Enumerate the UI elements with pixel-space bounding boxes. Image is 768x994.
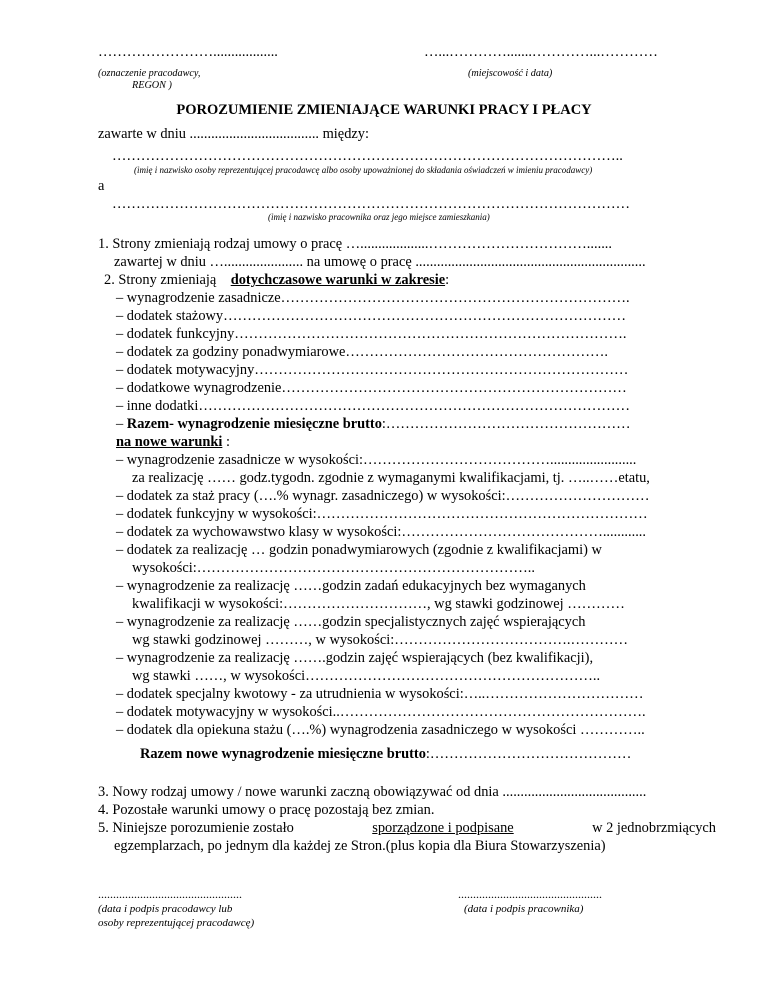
old-item: – dodatek funkcyjny………………………………………………………………………. <box>116 326 627 342</box>
new-item: – dodatek za realizację … godzin ponadwymiarowych (zgodnie z kwalifikacjami) w <box>116 542 602 558</box>
old-item: – dodatkowe wynagrodzenie……………………………………………………………… <box>116 380 627 396</box>
new-conditions-label: na nowe warunki <box>116 434 223 450</box>
point-5-line-2: egzemplarzach, po jednym dla każdej ze Stron.(plus kopia dla Biura Stowarzyszenia) <box>114 838 606 854</box>
point-1-line-2: zawartej w dniu …...................... na umowę o pracę ................................................................ <box>114 254 646 270</box>
new-total-dots: :…………………………………… <box>425 746 632 762</box>
employer-label-regon: REGON ) <box>132 80 172 91</box>
new-item: – dodatek specjalny kwotowy - za utrudnienia w wysokości:…..…………………………… <box>116 686 644 702</box>
new-item: – dodatek funkcyjny w wysokości:…………………………………………………………… <box>116 506 648 522</box>
new-conditions-colon: : <box>222 434 230 450</box>
new-item: wg stawki ……, w wysokości…………………………………………………….. <box>132 668 601 684</box>
employer-signature-label: (data i podpis pracodawcy lub <box>98 903 233 915</box>
new-item: – dodatek za staż pracy (….% wynagr. zasadniczego) w wysokości:………………………… <box>116 488 650 504</box>
employer-signature-dots: ................................................ <box>98 887 242 901</box>
employee-signature-dots: ................................................ <box>458 887 602 901</box>
new-item: – wynagrodzenie za realizację ……godzin specjalistycznych zajęć wspierających <box>116 614 586 630</box>
point-5-b: w 2 jednobrzmiących <box>592 820 716 836</box>
point-5-underlined: sporządzone i podpisane <box>372 820 514 836</box>
new-item: – dodatek za wychowawstwo klasy w wysokości:……………………………………............ <box>116 524 647 540</box>
old-total <box>116 416 631 433</box>
new-item: – dodatek motywacyjny w wysokości..………………………………………………………. <box>116 704 646 720</box>
old-item: – dodatek motywacyjny…………………………………………………………………… <box>116 362 629 378</box>
party2-label: (imię i nazwisko pracownika oraz jego miejsce zamieszkania) <box>268 212 490 222</box>
employer-dots: …………………….................. <box>98 44 278 60</box>
party1-label: (imię i nazwisko osoby reprezentującej pracodawcę albo osoby upoważnionej do składania oświadczeń w imieniu pracodawcy) <box>134 165 593 175</box>
point-1-line-1: 1. Strony zmieniają rodzaj umowy o pracę …...................……………………………....... <box>98 236 612 252</box>
old-total-label: Razem- wynagrodzenie miesięczne brutto <box>126 416 382 432</box>
new-item: – dodatek dla opiekuna stażu (….%) wynagrodzenia zasadniczego w wysokości ………….. <box>116 722 645 738</box>
new-item: kwalifikacji w wysokości:…………………………, wg stawki godzinowej ………… <box>132 596 625 612</box>
new-item: wysokości:…………………………………………………………….. <box>132 560 535 576</box>
new-item: za realizację …… godz.tygodn. zgodnie z wymaganymi kwalifikacjami, tj. …..……etatu, <box>132 470 650 486</box>
new-total <box>140 746 631 763</box>
document-title: POROZUMIENIE ZMIENIAJĄCE WARUNKI PRACY I PŁACY <box>176 102 592 118</box>
old-item: – inne dodatki……………………………………………………………………………… <box>116 398 631 414</box>
point-4: 4. Pozostałe warunki umowy o pracę pozostają bez zmian. <box>98 802 435 818</box>
party2-dots: ……………………………………………………………………………………………… <box>112 196 631 212</box>
old-total-dash: – <box>116 416 127 432</box>
point-2-colon: : <box>445 272 450 288</box>
new-item: wg stawki godzinowej ………, w wysokości:……………………………….………… <box>132 632 629 648</box>
place-label: (miejscowość i data) <box>468 68 553 79</box>
new-item: – wynagrodzenie za realizację ……godzin zadań edukacyjnych bez wymaganych <box>116 578 586 594</box>
old-total-dots: :…………………………………………… <box>381 416 631 432</box>
old-item: – wynagrodzenie zasadnicze………………………………………………………………. <box>116 290 630 306</box>
new-conditions-header <box>116 434 230 451</box>
concluded-line: zawarte w dniu .................................... między: <box>98 126 369 142</box>
party1-dots: …………………………………………………………………………………………….. <box>112 148 623 164</box>
and-label: a <box>98 178 105 194</box>
employer-label: (oznaczenie pracodawcy, <box>98 68 201 79</box>
new-total-label: Razem nowe wynagrodzenie miesięczne brutto <box>140 746 426 762</box>
point-2-underlined: dotychczasowe warunki w zakresie <box>230 272 446 288</box>
new-item: – wynagrodzenie za realizację …….godzin zajęć wspierających (bez kwalifikacji), <box>116 650 594 666</box>
point-3: 3. Nowy rodzaj umowy / nowe warunki zaczną obowiązywać od dnia ........................................ <box>98 784 647 800</box>
employer-signature-label-2: osoby reprezentującej pracodawcę) <box>98 917 255 929</box>
old-item: – dodatek stażowy………………………………………………………………………… <box>116 308 627 324</box>
old-item: – dodatek za godziny ponadwymiarowe………………………………………………. <box>116 344 609 360</box>
point-2-header <box>104 272 449 289</box>
new-item: – wynagrodzenie zasadnicze w wysokości:…………………………………........................ <box>116 452 637 468</box>
place-dots: …...………….......…………...………… <box>424 44 658 60</box>
point-5-a: 5. Niniejsze porozumienie zostało <box>98 820 294 836</box>
point-2-prefix: 2. Strony zmieniają <box>104 272 217 288</box>
point-5-line-1 <box>98 820 716 837</box>
employee-signature-label: (data i podpis pracownika) <box>464 903 584 915</box>
